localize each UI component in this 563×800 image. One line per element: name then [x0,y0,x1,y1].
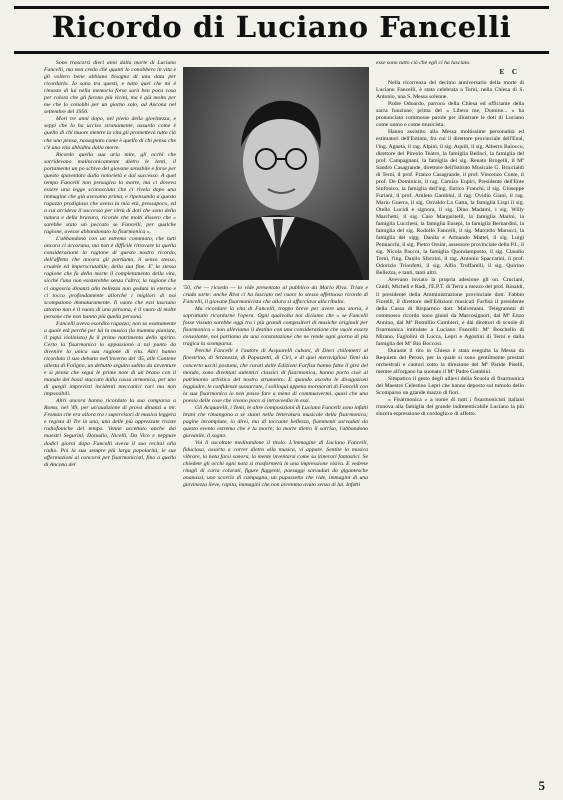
article-title: Ricordo di Luciano Fancelli [51,10,512,44]
top-rule [14,6,549,9]
paragraph: Perché Fancelli è l'autore di Acquarelli cubani, di Dieci chilometri al finestrino, di Stranezze, di Popazzetti, di Ciri, e di quei meravigliosi Temi da concerto usciti postumi, che curati dalle Edizioni Farfisa hanno fatto il giro del mondo, sono diventati autentici classici di fisarmonica, hanno porto cioè al patrimonio artistico del nostro strumento. E quando ascolto le divagazioni leggiadre, le confidenze sussurrate, i soliloqui appena mormorati di Fancelli con la sua fisarmonica io non posso fare a meno di commuovermi, quasi che una poesia delle cose che vivono poco si intravvedia in essi. [183,348,368,404]
paragraph: Voi li ascoltate meditandone il titolo. L'immagine di Luciano Fancelli, fiduciosa, assorta a correr dietro alla musica, vi appare. Sentite la musica vibrare, la nota farsi sonora, la mente inventarsi come su itinerari fantastici. Se chiedete gli occhi ogni nota si trasformerà in una impressione visiva. E vedrete ritagli di carta colorati, figure fuggenti, paesaggi sorvaduti da gigantesche ananassi, uno scorcio di campagna, un pupazzetto che ride, immagini di una giovinezza lieve, rapita, immagini che non avremmo avuto senza di lui. Infatti [183,440,368,489]
paragraph: Nella ricorrenza del decimo anniversario della morte di Luciano Fancelli, è stata celebrata a Terni, nella Chiesa di S. Antonio, una S. Messa solenne. [376,80,524,101]
paragraph: Simpatico il gesto degli allievi della Scuola di fisarmonica del Maestro Celestino Lepri che hanno deposto sul tumolo dello Scomparso un grande mazzo di fiori. [376,376,524,397]
paragraph: Fancelli aveva esordito ragazzo; non so esattamente a quale età perché per lui la musica (la mamma pianista, il papà violinista) fu il primo nutrimento dello spirito. Certo la fisarmonica lo appassionò a tal punto da divenire la unica sua ragione di vita. Altri hanno ricordato il suo debutto nell'inverno del '45, alle Cantene allesta di Foligno, un debutto seguito subito da avventure e sì pensa che seguì le prime note di un brano con il manale dei bassi staccato dalla cassa armonica, per uno di quegli imprevisti incidenti meccanici rari ma non impossibili. [44,320,176,398]
paragraph: Hanno assistito alla Messa moltissime personalità ed estimatori dell'Estinto, fra cui il direttore provinciale dell'Enal, l'ing. Agneta, il rag. Alpini, il sig. Aquili, il sig. Alberto Baiocco, direttore del Pireolo Teatro, la famiglia Belinci, la famiglia del prof. Campagnani, la famiglia del sig. Renato Brogelli, il Mº Sandro Casagrande, direttore dell'Istituto Musicale G. Briccialdi di Terni, il prof. Franco Casagrande, il prof. Vincenzo Conte, il prof. De Dominicis, il rag. Camizo Eupiri, Presidente dell'Ente Sinfonico, la famiglia dell'ing. Enrico Franchi, il sig. Giuseppe Furiani, il prof. Amleto Gambini, il rag. Ovidio Giani, il rag. Mario Guerra, il sig. Osvaldo La Gatta, la famiglia Lispi il sig. Otello Lucidi e signora, il sig. Dino Madami, i sig. Willy Marchetti, il sig. Caio Margaritelli, la famiglia Marini, la famiglia Lucchesi, la famiglia Eusepi, la famiglia Bernardini, la famiglia del sig. Rodolfo Fancelli, il sig. Marcello Marucci, la famiglia dei sigg. Danila e Armando Mattei, il sig. Luigi Pennacchi, il sig. Pietro Orsini, assessore provinciale della P.I., il sig. Nicola Paccoi, la famiglia Quondamposto, il sig. Claudio Terni, l'ing. Danilo Sforzini, il rag. Antonio Spaccatini, il prof. Odorizio Trionfetti, il sig. Alfio Truffarelli, il sig. Quirino Bellezza, e tanti, tanti altri. [376,129,524,277]
paragraph: Gli Acquarelli, i Temi, le altre composizioni di Luciano Fancelli sono infatti brani che rimangono a se stanti nella letteratura musicale della fisarmonica; pagine incompiute, io direi, ma di toccante bellezza, fiammenti sorvaduti da questo evento estremo che è la morte; la morte dietro il sorriso, l'abbandono giovanile, il sogno. [183,404,368,439]
paragraph: Mori tre anni dopo, nel pieno della giovinezza, e seppi che lo ha ucciso stranamente, assurdo come è quello di chi muore mentre la vita gli prometteva tutto ciò che uno pensa, rassegnato come è quello di chi pensa che c'è una vita abbidita dalla morte. [44,116,176,151]
paragraph: Padre Odoardo, parroco della Chiesa ed officiante della sacra funzione, prima del « Libera me, Domine... » ha pronunciato commosse parole per illustrare le doti di Luciano come uomo e come musicista. [376,101,524,129]
left-column [44,60,176,770]
paragraph: '50, che — ricordo — lo vide presentato al pubblico da Mario Riva. Triste e cruda sorte: anche Riva ci ha lasciato nel cuore lo stesso affettuoso ricordo di Fancelli, il giovane fisarmonicista che allora si affacciava alla ribalta. [183,285,368,306]
paragraph: Altri ancora hanno ricordato la sua comparsa a Roma, nel '49, per un'audizione di prova dinanzi a mr. Froman che era allora tra i supervisori di musica leggera e regista di Tre in una, una delle più apprezzate riviste radiofoniche del tempo. Venne accettato anche dai maestri Segurini, Donadio, Nicelli, Da Vico e neppure dodici giorni dopo Fancelli aveva il suo recital alla radio. Poi la sua sempre più larga popolarità, le sue affermazioni ai concorsi per fisarmonicisti, fino a quello di Ancona del [44,398,176,468]
paragraph: Ma ricordare la vita di Fancelli, troppo breve per avere una storia, è soprattutto ricordarne l'opera. Ogni qualvolta noi diciamo che « se Fancelli fosse vissuto sarebbe oggi tra i più grandi compositori di musiche originali per fisarmonica » non alleviamo il destino con una considerazione che vuole essere consolante, noi partiamo da una constatazione che ne rende ogni giorno di più tragica la scomparsa. [183,306,368,348]
right-column [376,60,524,770]
author-signature: E C [499,68,520,77]
paragraph: esse sono tutto ciò che egli ci ha lasciato. [376,60,471,66]
page-number: 5 [538,778,545,793]
paragraph: « Fisarmonica » a nome di tutti i fisarmonicisti italiani rinnova alla famiglia del grande indimenticabile Luciano la più sincera espressione di cordoglio e di affetto. [376,397,524,418]
paragraph: Avevano inviato la propria adesione gli on. Cruciani, Guidi, Micheli e Radi, l'E.P.T. di Terni a mezzo del prof. Rinaldi, il presidente della Amministrazione provinciale dott. Fabbio Fiorelli, il direttore dell'Edizioni musicali Farfisa il presidente della Cassa di Risparmio dott. Malventani. Telegrammi di commosso ricordo sono giunti da Marcosignori, dal Mº Enzo Annino, dal Mº Romillio Cambieri, e dai direttori di scuole di fisarmonica intitolate a Luciano Fancelli: Mº Boschello di Mirano, Faglolini di Lucca, Lepri e Agostini di Terni e dalla famiglia del Mº Bio Boccosi. [376,277,524,347]
portrait-photo [183,67,369,280]
title-rule [14,51,549,54]
paragraph: Ricordo quella sua aria mite, gli occhi che sorridevano malinconicamente dietro le lenti, il portamento un po schivo del giovane sensibile e forse per questo spaventato dalla notorietà e dal successo. A quel tempo Fancelli non presagiva la morte, ma ci doveva essere una legge sconosciuta che ci rivela dopo una immagine che già avevamo prima, e ripensando a questo ragazzo prodigioso che aveva la mia età, pressapoco, ed a cui arrideva il successo per virtù di doti che sono della natura e della bravura, ricordo che molti dissero che « sarebbe stato un peccato se Fancelli, per qualche ragione, avesse abbandonato la fisarmonica ». [44,151,176,236]
paragraph: Durante il rito in Chiesa è stata eseguita la Messa da Requiem del Perosi, per la quale si sono gentilmente prestati orchestrali e cantori sotto la direzione del Mº Paride Piselli, mentre all'organo ha suonato il Mº Padre Gambini. [376,347,524,376]
paragraph: L'abbandonò con un estremo commiato, che tutti ancora ci accorana, ma non è difficile ritrovare la quella considerazione la ragione di questo nostro ricordo, dell'affetto che ancora gli portiamo, il senso stesso, crudele ed imperscrutabile, della sua fine. E' la stessa ragione che fa della morte il completamento della vita, sicché l'una non esisterebbe senza l'altra; la ragione che ci angoscia dinanzi alla bellezza non goduta in eterno e ci toccа profondamente allorché i migliori di noi scompaiono immaturamente. Il vuoto che essi lasciano attorno non è il vuoto di una persona, è il vuoto di molte persone che non hanno più quella persona. [44,236,176,320]
middle-column [183,285,368,770]
paragraph: Sono trascorsi dieci anni dalla morte di Luciano Fancelli, ma non credo che quanti lo conobbero in vita e gli vollero bene abbiano bisogno di una data per ricordarlo. Io sono tra questi, e tutto quel che mi è rimasto di lui nella memoria forse sarà ben poca cosa per coloro che gli furono più vicini, ma è già molto per me che lo conobbi per un giorno solo, ad Ancona nel settembre del 1950. [44,60,176,116]
